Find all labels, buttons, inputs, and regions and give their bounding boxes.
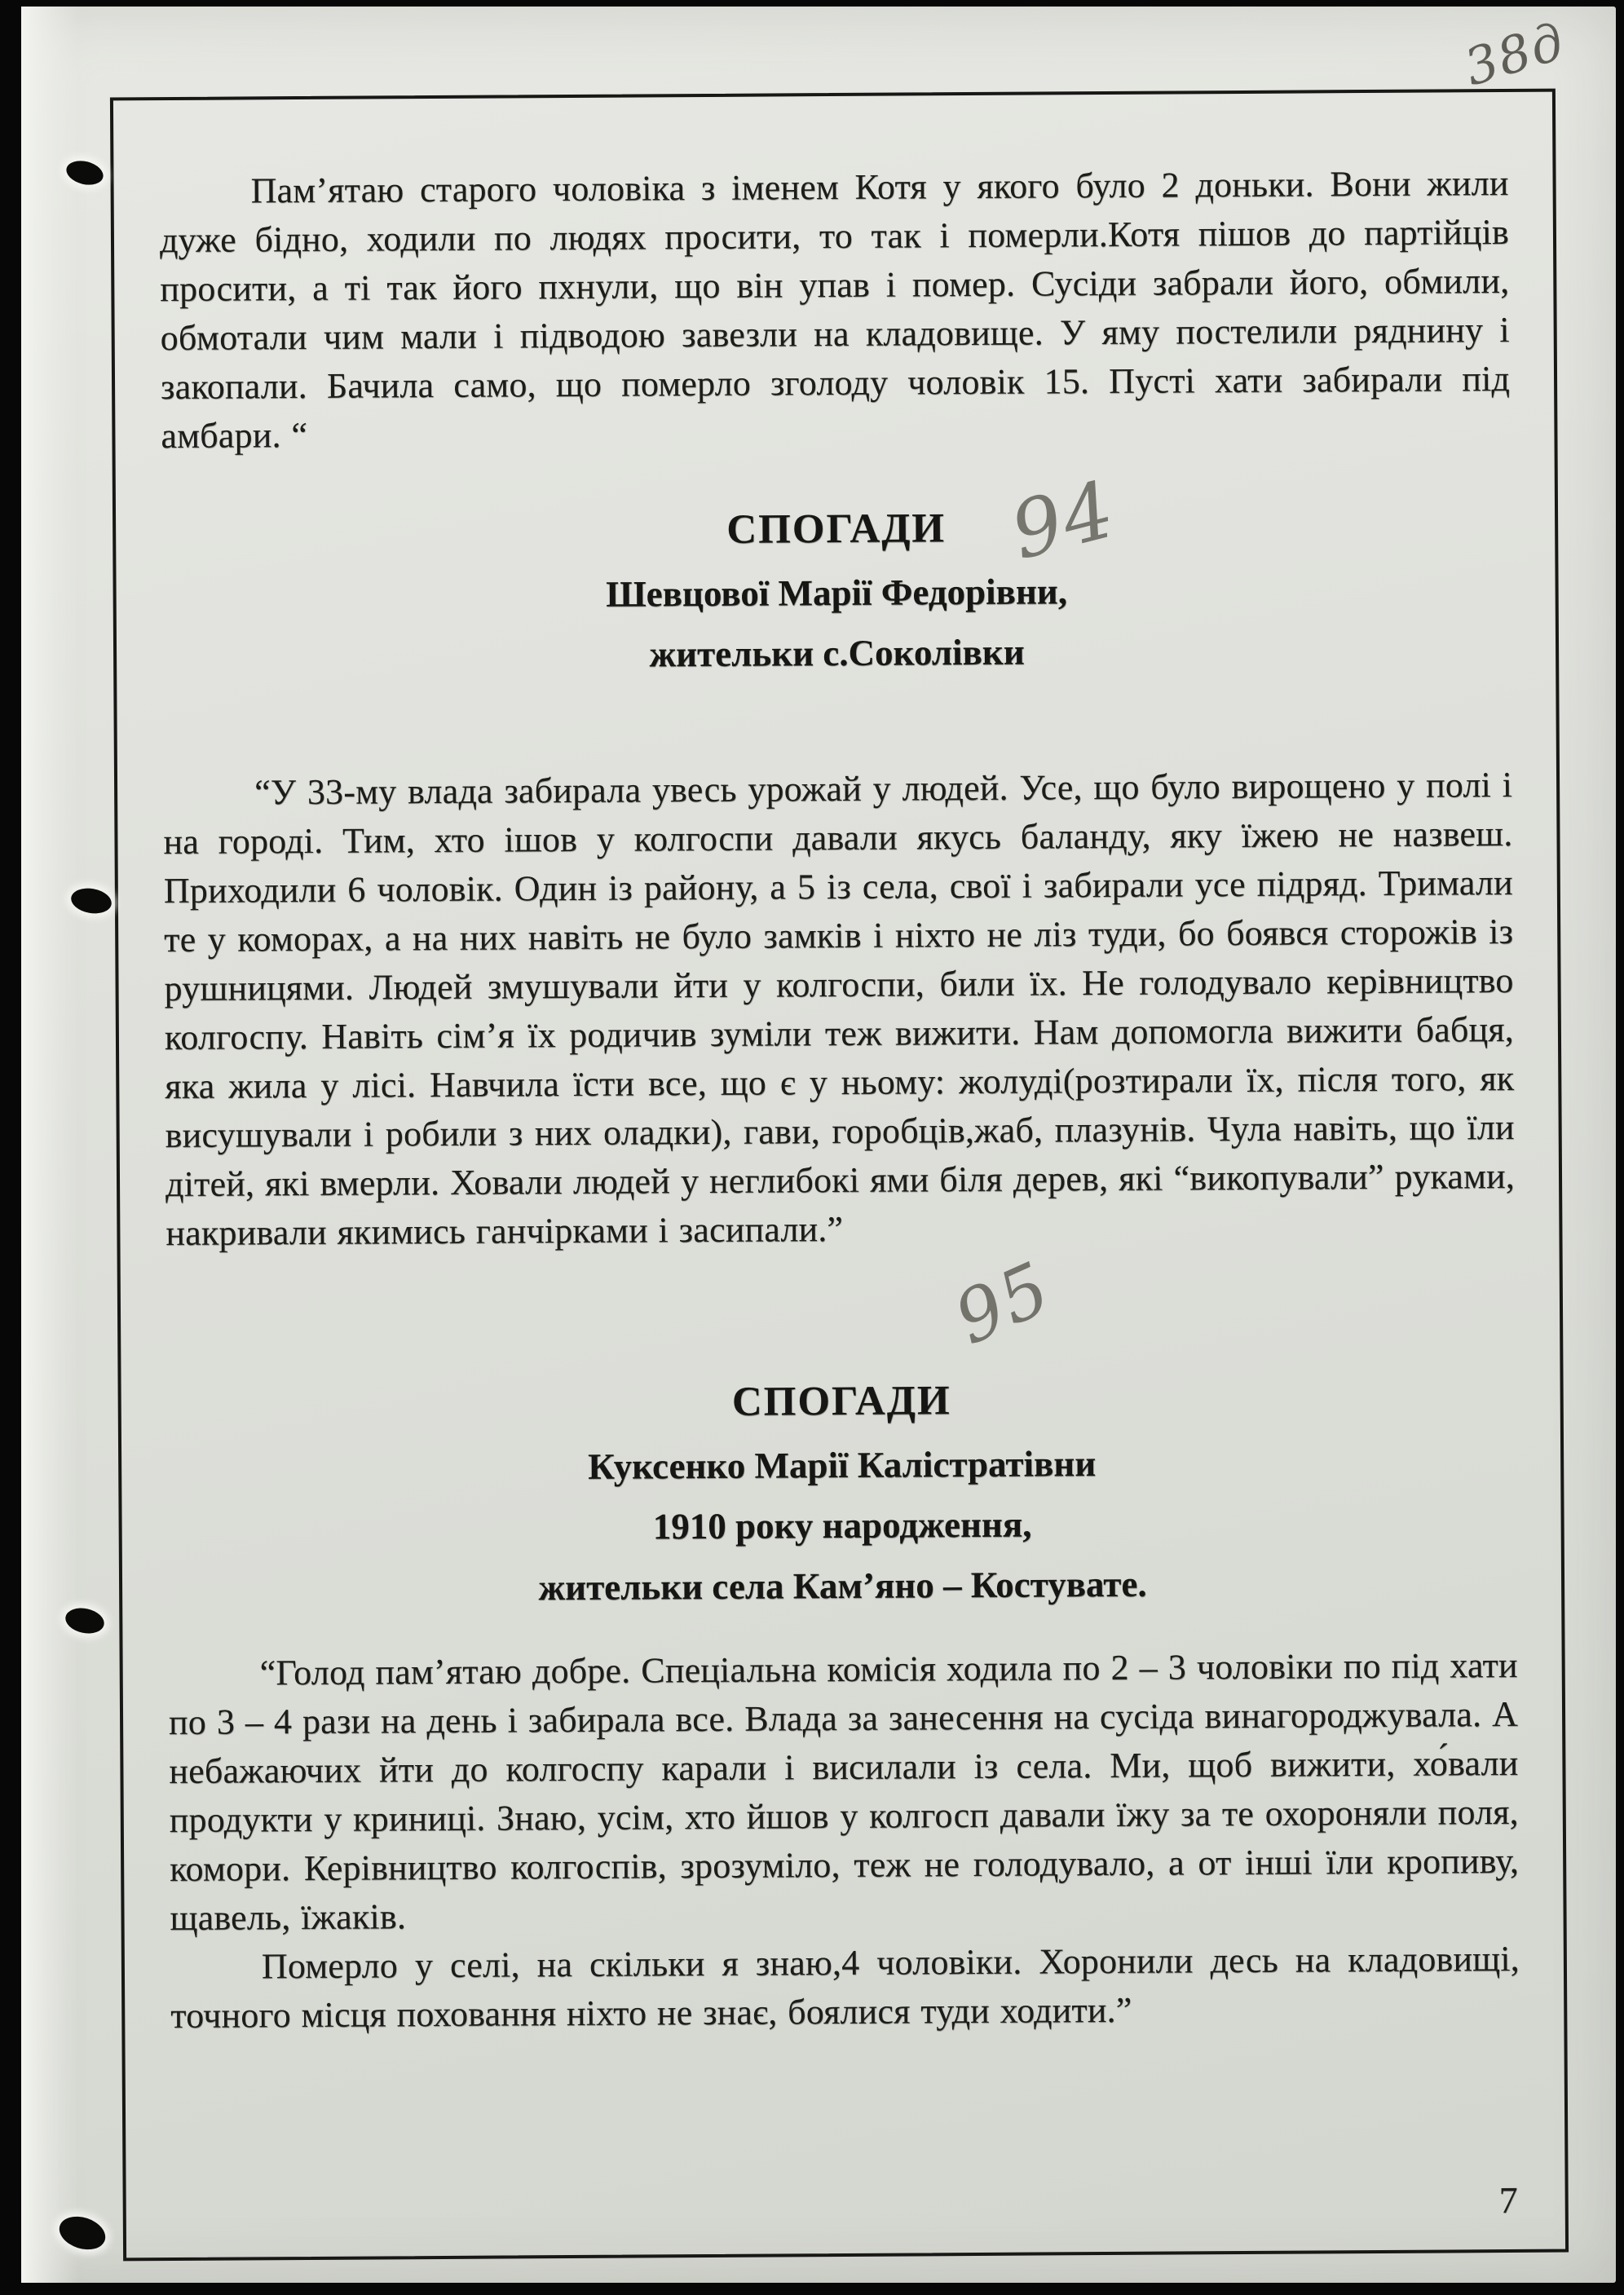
section-1-heading bbox=[161, 463, 1511, 687]
section-2-title: СПОГАДИ bbox=[731, 1378, 951, 1425]
handwritten-number-95: 95 bbox=[942, 1245, 1064, 1362]
paper-sheet bbox=[21, 7, 1616, 2283]
punch-hole bbox=[63, 1604, 106, 1636]
section-1-body-paragraph: “У 33-му влада забирала увесь урожай у людей. Усе, що було вирощено у полі і на городі. Тим, хто ішов у колгоспи давали якусь баланду, яку їжею не назвеш. Приходили 6 чоловік. Один із району, а 5 із села, свої і забирали усе підряд. Тримали те у коморах, а на них навіть не було замків і ніхто не ліз туди, бо боявся сторожів із рушницями. Людей змушували йти у колгоспи, били їх. Не голодувало керівництво колгоспу. Навіть сім’я їх родичив зуміли теж вижити. Нам допомогла вижити бабця, яка жила у лісі. Навчила їсти все, що є у ньому: жолуді(розтирали їх, після того, як висушували і робили з них оладки), гави, горобців,жаб, плазунів. Чула навіть, що їли дітей, які вмерли. Ховали людей у неглибокі ями біля дерев, які “викопували” руками, накривали якимись ганчірками і засипали.” bbox=[163, 764, 1516, 1254]
section-1-title: СПОГАДИ bbox=[726, 505, 947, 553]
section-2-heading bbox=[166, 1245, 1517, 1620]
section-1-subtitle-residence: жительки с.Соколівки bbox=[649, 631, 1025, 675]
handwritten-number-94: 94 bbox=[1001, 463, 1124, 578]
page-border-frame bbox=[110, 89, 1569, 2262]
section-2-body-paragraph-2: Померло у селі, на скільки я знаю,4 чоловіки. Хоронили десь на кладовищі, точного місця поховання ніхто не знає, боялися туди ходити.” bbox=[170, 1938, 1520, 2037]
section-2-subtitle-residence: жительки села Кам’яно – Костувате. bbox=[538, 1563, 1147, 1609]
page-number: 7 bbox=[1498, 2178, 1518, 2222]
section-2-body-paragraph-1: “Голод пам’ятаю добре. Спеціальна комісія ходила по 2 – 3 чоловіки по під хати по 3 – 4 рази на день і забирала все. Влада за занесення на сусіда винагороджувала. А небажаючих йти до колгоспу карали і висилали із села. Ми, щоб вижити, хо́вали продукти у криниці. Знаю, усім, хто йшов у колгосп давали їжу за те охороняли поля, комори. Керівництво колгоспів, зрозуміло, теж не голодувало, а от інші їли кропиву, щавель, їжаків. bbox=[168, 1644, 1520, 1939]
section-1-subtitle-name: Шевцової Марії Федорівни, bbox=[606, 571, 1068, 615]
page-content bbox=[113, 92, 1565, 2258]
handwritten-archive-number: 38д bbox=[1457, 11, 1572, 98]
punch-hole bbox=[64, 157, 105, 188]
section-2-subtitle-name: Куксенко Марії Калістратівни bbox=[588, 1443, 1097, 1487]
section-2-subtitle-birth-year: 1910 року народження, bbox=[652, 1503, 1032, 1547]
punch-hole bbox=[69, 885, 113, 916]
punch-hole bbox=[55, 2211, 110, 2255]
testimony-intro-paragraph: Пам’ятаю старого чоловіка з іменем Котя у якого було 2 доньки. Вони жили дуже бідно, ходили по людях просити, то так і померли.Котя пішов до партійців просити, а ті так його пхнули, що він упав і помер. Сусіди забрали його, обмили, обмотали чим мали і підводою завезли на кладовище. У яму постелили ряднину і закопали. Бачила само, що померло зголоду чоловік 15. Пусті хати забирали під амбари. “ bbox=[159, 162, 1511, 457]
